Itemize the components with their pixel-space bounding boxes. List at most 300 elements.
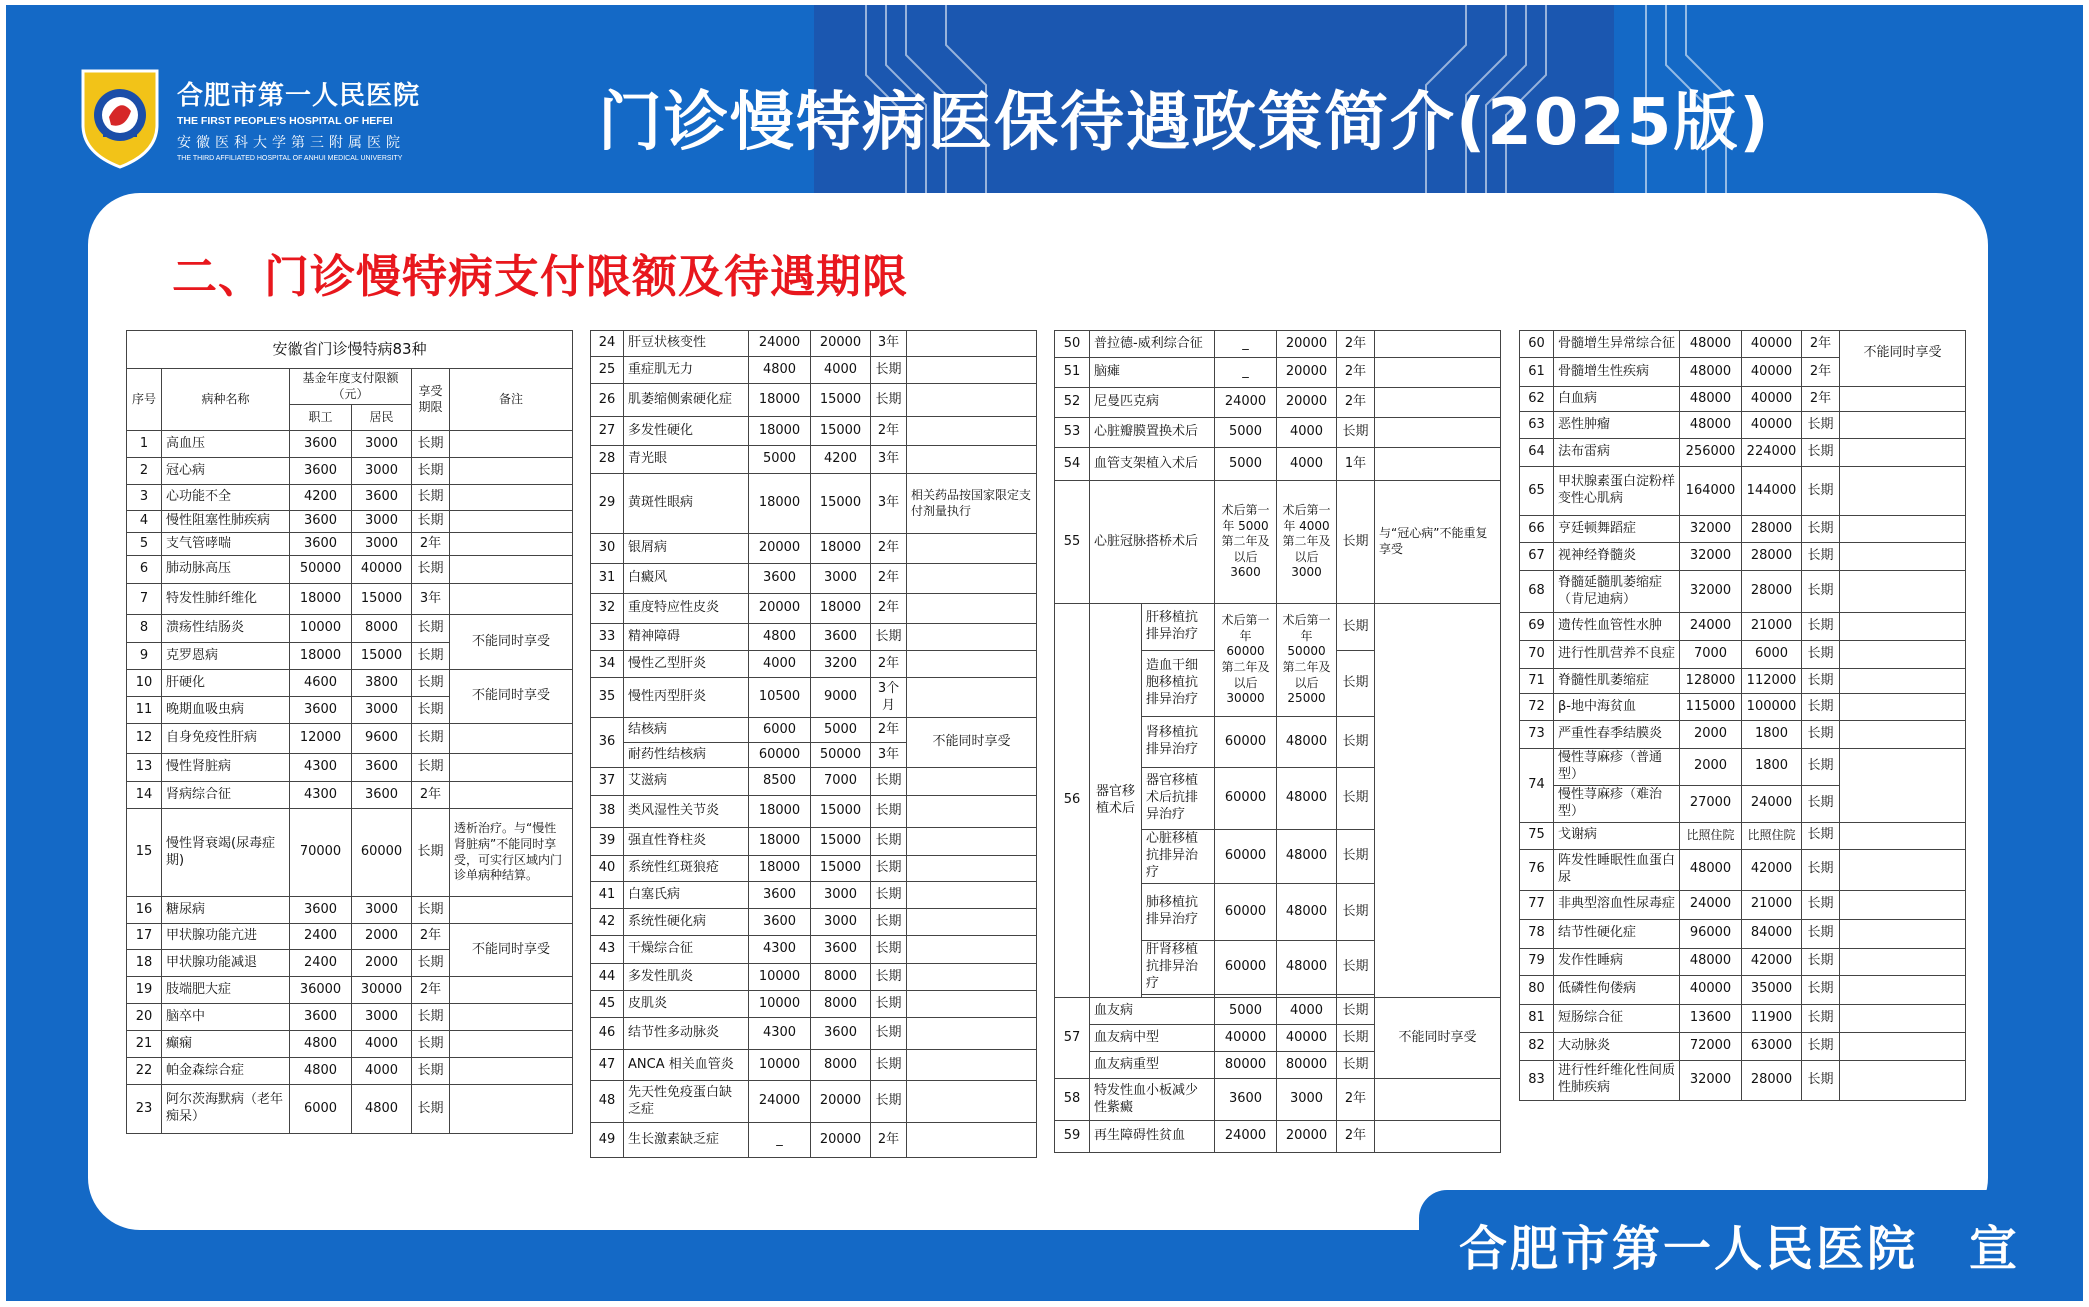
table-cell: 76 (1520, 849, 1554, 890)
table-cell: 3600 (290, 697, 352, 724)
table-row (1055, 331, 1501, 358)
table-row (127, 724, 573, 754)
table-row (1055, 418, 1501, 448)
table-cell: 长期 (1337, 717, 1375, 768)
table-cell: 3000 (352, 697, 412, 724)
table-cell: 24000 (1742, 785, 1802, 822)
table-cell: 35000 (1742, 975, 1802, 1004)
table-cell: 长期 (1802, 919, 1840, 948)
table-cell: 2年 (1337, 1121, 1375, 1153)
table-cell (907, 384, 1037, 417)
table-cell: 器官移植术后抗排异治疗 (1142, 768, 1215, 830)
table-cell: 4000 (352, 1058, 412, 1085)
table-cell: 3个月 (871, 678, 907, 718)
table-cell: 皮肌炎 (624, 991, 749, 1018)
table-cell: 7 (127, 584, 162, 615)
table-cell: 4600 (290, 670, 352, 697)
table-cell: 73 (1520, 721, 1554, 749)
table-cell: 血友病重型 (1090, 1052, 1215, 1079)
table-cell: 40 (591, 856, 624, 882)
header-name: 病种名称 (162, 369, 290, 431)
table-cell: 长期 (412, 643, 450, 670)
table-cell: 60000 (352, 809, 412, 897)
table-cell (1840, 439, 1966, 467)
table-cell: 长期 (1802, 694, 1840, 721)
header-no: 序号 (127, 369, 162, 431)
table-cell: 冠心病 (162, 458, 290, 485)
table-row (591, 991, 1037, 1018)
table-cell: 18000 (749, 384, 811, 417)
table-cell: 83 (1520, 1060, 1554, 1100)
table-cell: 心功能不全 (162, 485, 290, 511)
remark-cell: 相关药品按国家限定支付剂量执行 (907, 474, 1037, 534)
table-cell (1840, 412, 1966, 439)
table-cell: 18000 (749, 417, 811, 446)
table-row (1520, 948, 1966, 975)
table-cell: 长期 (871, 882, 907, 909)
table-cell: 55 (1055, 481, 1090, 604)
table-row (127, 977, 573, 1004)
table-cell: 48000 (1680, 412, 1742, 439)
table-cell: 15000 (811, 384, 871, 417)
table-cell: 36000 (290, 977, 352, 1004)
table-cell: 晚期血吸虫病 (162, 697, 290, 724)
table-row (1520, 1004, 1966, 1032)
table-cell: 肝移植抗排异治疗 (1142, 604, 1215, 651)
footer-text: 合肥市第一人民医院 宣 (1459, 1221, 2021, 1277)
table-cell: 5000 (1215, 448, 1277, 481)
table-row (591, 1123, 1037, 1158)
table-row (1520, 412, 1966, 439)
table-cell: 高血压 (162, 431, 290, 458)
table-cell (907, 678, 1037, 718)
table-cell: 4 (127, 511, 162, 533)
table-cell: 3000 (352, 897, 412, 924)
table-cell: 长期 (1337, 1025, 1375, 1052)
table-cell: 64 (1520, 439, 1554, 467)
table-cell (1840, 721, 1966, 749)
table-cell (1840, 613, 1966, 641)
table-row (127, 431, 573, 458)
table-row (1055, 998, 1501, 1025)
table-cell: 96000 (1680, 919, 1742, 948)
table-cell: 戈谢病 (1554, 822, 1680, 849)
table-cell (1840, 1060, 1966, 1100)
table-cell: 20000 (811, 1081, 871, 1123)
table-cell: 长期 (1802, 975, 1840, 1004)
table-cell: 2年 (1337, 358, 1375, 388)
table-cell: 32 (591, 594, 624, 624)
table-cell: 79 (1520, 948, 1554, 975)
table-cell: 长期 (1337, 418, 1375, 448)
table-cell: 61 (1520, 358, 1554, 387)
table-cell: 1 (127, 431, 162, 458)
table-cell: 39 (591, 828, 624, 856)
table-cell (907, 446, 1037, 474)
table-cell: 视神经脊髓炎 (1554, 543, 1680, 571)
table-cell: 系统性硬化病 (624, 909, 749, 936)
table-cell: 15000 (811, 796, 871, 828)
table-cell: 8000 (811, 964, 871, 991)
table-cell (907, 882, 1037, 909)
table-cell: 24000 (749, 1081, 811, 1123)
table-cell: 3000 (1277, 1079, 1337, 1121)
table-cell: 3600 (352, 754, 412, 782)
table-cell: 20000 (1277, 1121, 1337, 1153)
section-title: 二、门诊慢特病支付限额及待遇期限 (172, 250, 909, 303)
table-cell (907, 991, 1037, 1018)
table-cell: 40000 (1742, 387, 1802, 412)
table-cell: 长期 (412, 724, 450, 754)
table-cell: 法布雷病 (1554, 439, 1680, 467)
table-cell: 68 (1520, 571, 1554, 613)
table-cell: 53 (1055, 418, 1090, 448)
table-row (127, 897, 573, 924)
table-cell: 3年 (871, 446, 907, 474)
table-cell (907, 1050, 1037, 1081)
table-cell: 5000 (811, 718, 871, 743)
table-cell: 100000 (1742, 694, 1802, 721)
table-cell: 结核病 (624, 718, 749, 743)
disease-table-1 (126, 330, 573, 1134)
table-cell: 10000 (749, 991, 811, 1018)
header-remark: 备注 (450, 369, 573, 431)
table-row (591, 964, 1037, 991)
table-cell (1840, 571, 1966, 613)
table-cell: 11 (127, 697, 162, 724)
table-cell: 8000 (811, 1050, 871, 1081)
table-cell: 72 (1520, 694, 1554, 721)
table-cell: 肢端肥大症 (162, 977, 290, 1004)
table-cell: 长期 (1337, 941, 1375, 995)
table-cell (1840, 849, 1966, 890)
table-cell: 长期 (412, 897, 450, 924)
table-cell: 2年 (1337, 331, 1375, 358)
table-cell: 3年 (871, 331, 907, 357)
table-cell: 长期 (1802, 439, 1840, 467)
table-cell (907, 417, 1037, 446)
table-cell: 长期 (871, 624, 907, 651)
table-cell: 60000 (1215, 941, 1277, 995)
table-cell: 血友病 (1090, 998, 1215, 1025)
table-cell (450, 782, 573, 809)
table-row (591, 446, 1037, 474)
table-row (127, 511, 573, 533)
table-cell: 7000 (1680, 641, 1742, 669)
table-cell: 3600 (352, 782, 412, 809)
table-cell (1375, 1121, 1501, 1153)
table-cell: 慢性肾脏病 (162, 754, 290, 782)
table-row (1520, 439, 1966, 467)
table-row (591, 936, 1037, 964)
table-cell (1840, 975, 1966, 1004)
table-cell: 84000 (1742, 919, 1802, 948)
table-cell: 长期 (1802, 849, 1840, 890)
table-cell: 白塞氏病 (624, 882, 749, 909)
table-cell: 耐药性结核病 (624, 743, 749, 768)
table-row (127, 1058, 573, 1085)
table-cell: 3600 (290, 458, 352, 485)
table-cell: 28000 (1742, 516, 1802, 543)
table-cell: 78 (1520, 919, 1554, 948)
table-cell (450, 1085, 573, 1134)
table-cell: 3600 (749, 909, 811, 936)
table-cell: 59 (1055, 1121, 1090, 1153)
table-cell: 48000 (1277, 884, 1337, 941)
table-cell (1840, 749, 1966, 823)
table-cell: 28000 (1742, 571, 1802, 613)
table-cell (907, 1081, 1037, 1123)
table-cell: 21 (127, 1031, 162, 1058)
table-cell (907, 651, 1037, 678)
table-cell: 白癜风 (624, 564, 749, 594)
table-cell: 术后第一年 5000 第二年及以后 3600 (1215, 481, 1277, 604)
table-row (1520, 467, 1966, 516)
table-row (1520, 749, 1966, 786)
table-cell: 18000 (749, 856, 811, 882)
table-cell: 克罗恩病 (162, 643, 290, 670)
table-cell: 强直性脊柱炎 (624, 828, 749, 856)
table-row (127, 615, 573, 643)
table-cell: 长期 (1337, 651, 1375, 717)
table-cell: 20000 (1277, 388, 1337, 418)
table-cell: 45 (591, 991, 624, 1018)
table-row (127, 1004, 573, 1031)
table-cell: 长期 (412, 1085, 450, 1134)
table-cell: 3600 (352, 485, 412, 511)
table-cell: 长期 (871, 1018, 907, 1050)
table-row (127, 556, 573, 584)
table-cell: 长期 (1802, 543, 1840, 571)
table-cell: 再生障碍性贫血 (1090, 1121, 1215, 1153)
table-row (127, 754, 573, 782)
table-cell: 3000 (811, 882, 871, 909)
table-cell: 9000 (811, 678, 871, 718)
table-cell: 18 (127, 950, 162, 977)
table-row (591, 828, 1037, 856)
table-cell: 60000 (1215, 717, 1277, 768)
table-row (1520, 694, 1966, 721)
table-cell: 20000 (749, 534, 811, 564)
remark-cell: 不能同时享受 (1840, 331, 1966, 387)
table-cell: 比照住院 (1680, 822, 1742, 849)
table-cell: 长期 (412, 754, 450, 782)
table-cell: 41 (591, 882, 624, 909)
table-cell: 22 (127, 1058, 162, 1085)
table-cell: 10 (127, 670, 162, 697)
table-cell: 48000 (1680, 948, 1742, 975)
table-cell: 2年 (871, 534, 907, 564)
table-cell: 3200 (811, 651, 871, 678)
table-cell: 长期 (1802, 890, 1840, 919)
table-cell: 肝肾移植抗排异治疗 (1142, 941, 1215, 995)
table-cell: 多发性硬化 (624, 417, 749, 446)
remark-cell: 不能同时享受 (907, 718, 1037, 768)
table-cell: 10500 (749, 678, 811, 718)
table-cell (1840, 641, 1966, 669)
table-cell: 心脏瓣膜置换术后 (1090, 418, 1215, 448)
table-cell: 长期 (412, 1058, 450, 1085)
table-cell: 10000 (749, 1050, 811, 1081)
table-cell (450, 897, 573, 924)
table-row (591, 856, 1037, 882)
table-cell: 阿尔茨海默病（老年痴呆） (162, 1085, 290, 1134)
table-cell: 77 (1520, 890, 1554, 919)
table-cell: 2 (127, 458, 162, 485)
table-cell: 2000 (1680, 721, 1742, 749)
table-cell: 慢性丙型肝炎 (624, 678, 749, 718)
table-cell (450, 431, 573, 458)
header-limit: 基金年度支付限额（元） (290, 369, 412, 405)
table-cell: 13600 (1680, 1004, 1742, 1032)
table-row (591, 796, 1037, 828)
table-cell: 2年 (412, 924, 450, 950)
table-cell: 结节性多动脉炎 (624, 1018, 749, 1050)
table-cell: 164000 (1680, 467, 1742, 516)
table-cell: 25 (591, 357, 624, 384)
table-cell: 血管支架植入术后 (1090, 448, 1215, 481)
table-cell: 2年 (412, 533, 450, 556)
table-cell: 3600 (290, 431, 352, 458)
table-row (1520, 516, 1966, 543)
table-cell: 4300 (290, 782, 352, 809)
table-cell: 2年 (1802, 387, 1840, 412)
table-cell: 40000 (1742, 358, 1802, 387)
disease-table-4 (1519, 330, 1966, 1101)
table-cell (1375, 388, 1501, 418)
table-cell: 10000 (290, 615, 352, 643)
table-cell: 短肠综合征 (1554, 1004, 1680, 1032)
table-cell: 4200 (811, 446, 871, 474)
table-row (1055, 448, 1501, 481)
table-cell: 20 (127, 1004, 162, 1031)
table-cell: 51 (1055, 358, 1090, 388)
table-cell: 54 (1055, 448, 1090, 481)
table-cell: 26 (591, 384, 624, 417)
table-cell: 56 (1055, 604, 1090, 998)
table-row (591, 624, 1037, 651)
table-cell: 18000 (811, 534, 871, 564)
table-cell: 2年 (871, 594, 907, 624)
table-cell: 40000 (1742, 412, 1802, 439)
table-cell: 34 (591, 651, 624, 678)
table-cell: 3 (127, 485, 162, 511)
table-row (127, 533, 573, 556)
table-row (1520, 641, 1966, 669)
table-cell (1375, 418, 1501, 448)
table-cell: 60000 (1215, 768, 1277, 830)
table-row (127, 1031, 573, 1058)
remark-cell: 不能同时享受 (450, 615, 573, 670)
table-cell: 112000 (1742, 669, 1802, 694)
table-cell: 2年 (1337, 1079, 1375, 1121)
table-cell: 肺动脉高压 (162, 556, 290, 584)
table-cell: 80 (1520, 975, 1554, 1004)
table-cell: 12000 (290, 724, 352, 754)
table-cell: 甲状腺素蛋白淀粉样变性心肌病 (1554, 467, 1680, 516)
table-cell: 48000 (1277, 717, 1337, 768)
table-cell: 发作性睡病 (1554, 948, 1680, 975)
table-cell: 48000 (1680, 849, 1742, 890)
table-row (1520, 849, 1966, 890)
table-cell: _ (1215, 331, 1277, 358)
table-cell: 60000 (1215, 830, 1277, 884)
table-cell: 47 (591, 1050, 624, 1081)
table-cell: 15000 (352, 643, 412, 670)
table-cell: 81 (1520, 1004, 1554, 1032)
table-cell: 4300 (749, 1018, 811, 1050)
table-row (591, 909, 1037, 936)
table-cell: 慢性荨麻疹（难治型） (1554, 785, 1680, 822)
table-cell: 长期 (412, 485, 450, 511)
table-cell: 8000 (352, 615, 412, 643)
table-cell (1375, 358, 1501, 388)
table-cell: 肾移植抗排异治疗 (1142, 717, 1215, 768)
table-cell: 31 (591, 564, 624, 594)
remark-cell: 不能同时享受 (450, 924, 573, 977)
table-cell: 3600 (1215, 1079, 1277, 1121)
table-cell (907, 768, 1037, 796)
table-cell: 长期 (412, 431, 450, 458)
table-cell (1375, 1079, 1501, 1121)
table-cell: 3000 (352, 458, 412, 485)
table-row (127, 924, 573, 950)
table-cell: 肺移植抗排异治疗 (1142, 884, 1215, 941)
table-cell: 2年 (1337, 388, 1375, 418)
table-cell: 40000 (352, 556, 412, 584)
table-cell: 长期 (1802, 822, 1840, 849)
table-cell: 24000 (1215, 388, 1277, 418)
table-cell: 27000 (1680, 785, 1742, 822)
table-cell: 58 (1055, 1079, 1090, 1121)
table-cell: 阵发性睡眠性血蛋白尿 (1554, 849, 1680, 890)
table-cell: 8 (127, 615, 162, 643)
table-cell: 13 (127, 754, 162, 782)
table-cell: 30000 (352, 977, 412, 1004)
table-cell: 长期 (1337, 604, 1375, 651)
table-cell: 长期 (412, 950, 450, 977)
remark-cell: 不能同时享受 (1375, 998, 1501, 1079)
remark-cell: 不能同时享受 (450, 670, 573, 724)
table-cell (1840, 694, 1966, 721)
table-cell: 3000 (352, 431, 412, 458)
table-cell: 48000 (1680, 387, 1742, 412)
table-cell: 2年 (412, 782, 450, 809)
table-cell: 24000 (1680, 890, 1742, 919)
table-cell (450, 556, 573, 584)
table-cell (907, 828, 1037, 856)
table-cell: 长期 (871, 1050, 907, 1081)
table-row (127, 1085, 573, 1134)
table-cell: 16 (127, 897, 162, 924)
table-cell: 肝硬化 (162, 670, 290, 697)
table-cell: 肾病综合征 (162, 782, 290, 809)
table-cell: 42 (591, 909, 624, 936)
table-cell: 长期 (1337, 481, 1375, 604)
table-cell: 24 (591, 331, 624, 357)
table-cell: 长期 (1802, 785, 1840, 822)
table-cell (1840, 948, 1966, 975)
table-cell (1840, 387, 1966, 412)
table-row (591, 678, 1037, 718)
table-row (1520, 1060, 1966, 1100)
table-cell: 40000 (1277, 1025, 1337, 1052)
table-cell: 1年 (1337, 448, 1375, 481)
table-row (1055, 604, 1501, 651)
table-cell: 银屑病 (624, 534, 749, 564)
table-cell: 65 (1520, 467, 1554, 516)
table-cell: 2000 (352, 924, 412, 950)
